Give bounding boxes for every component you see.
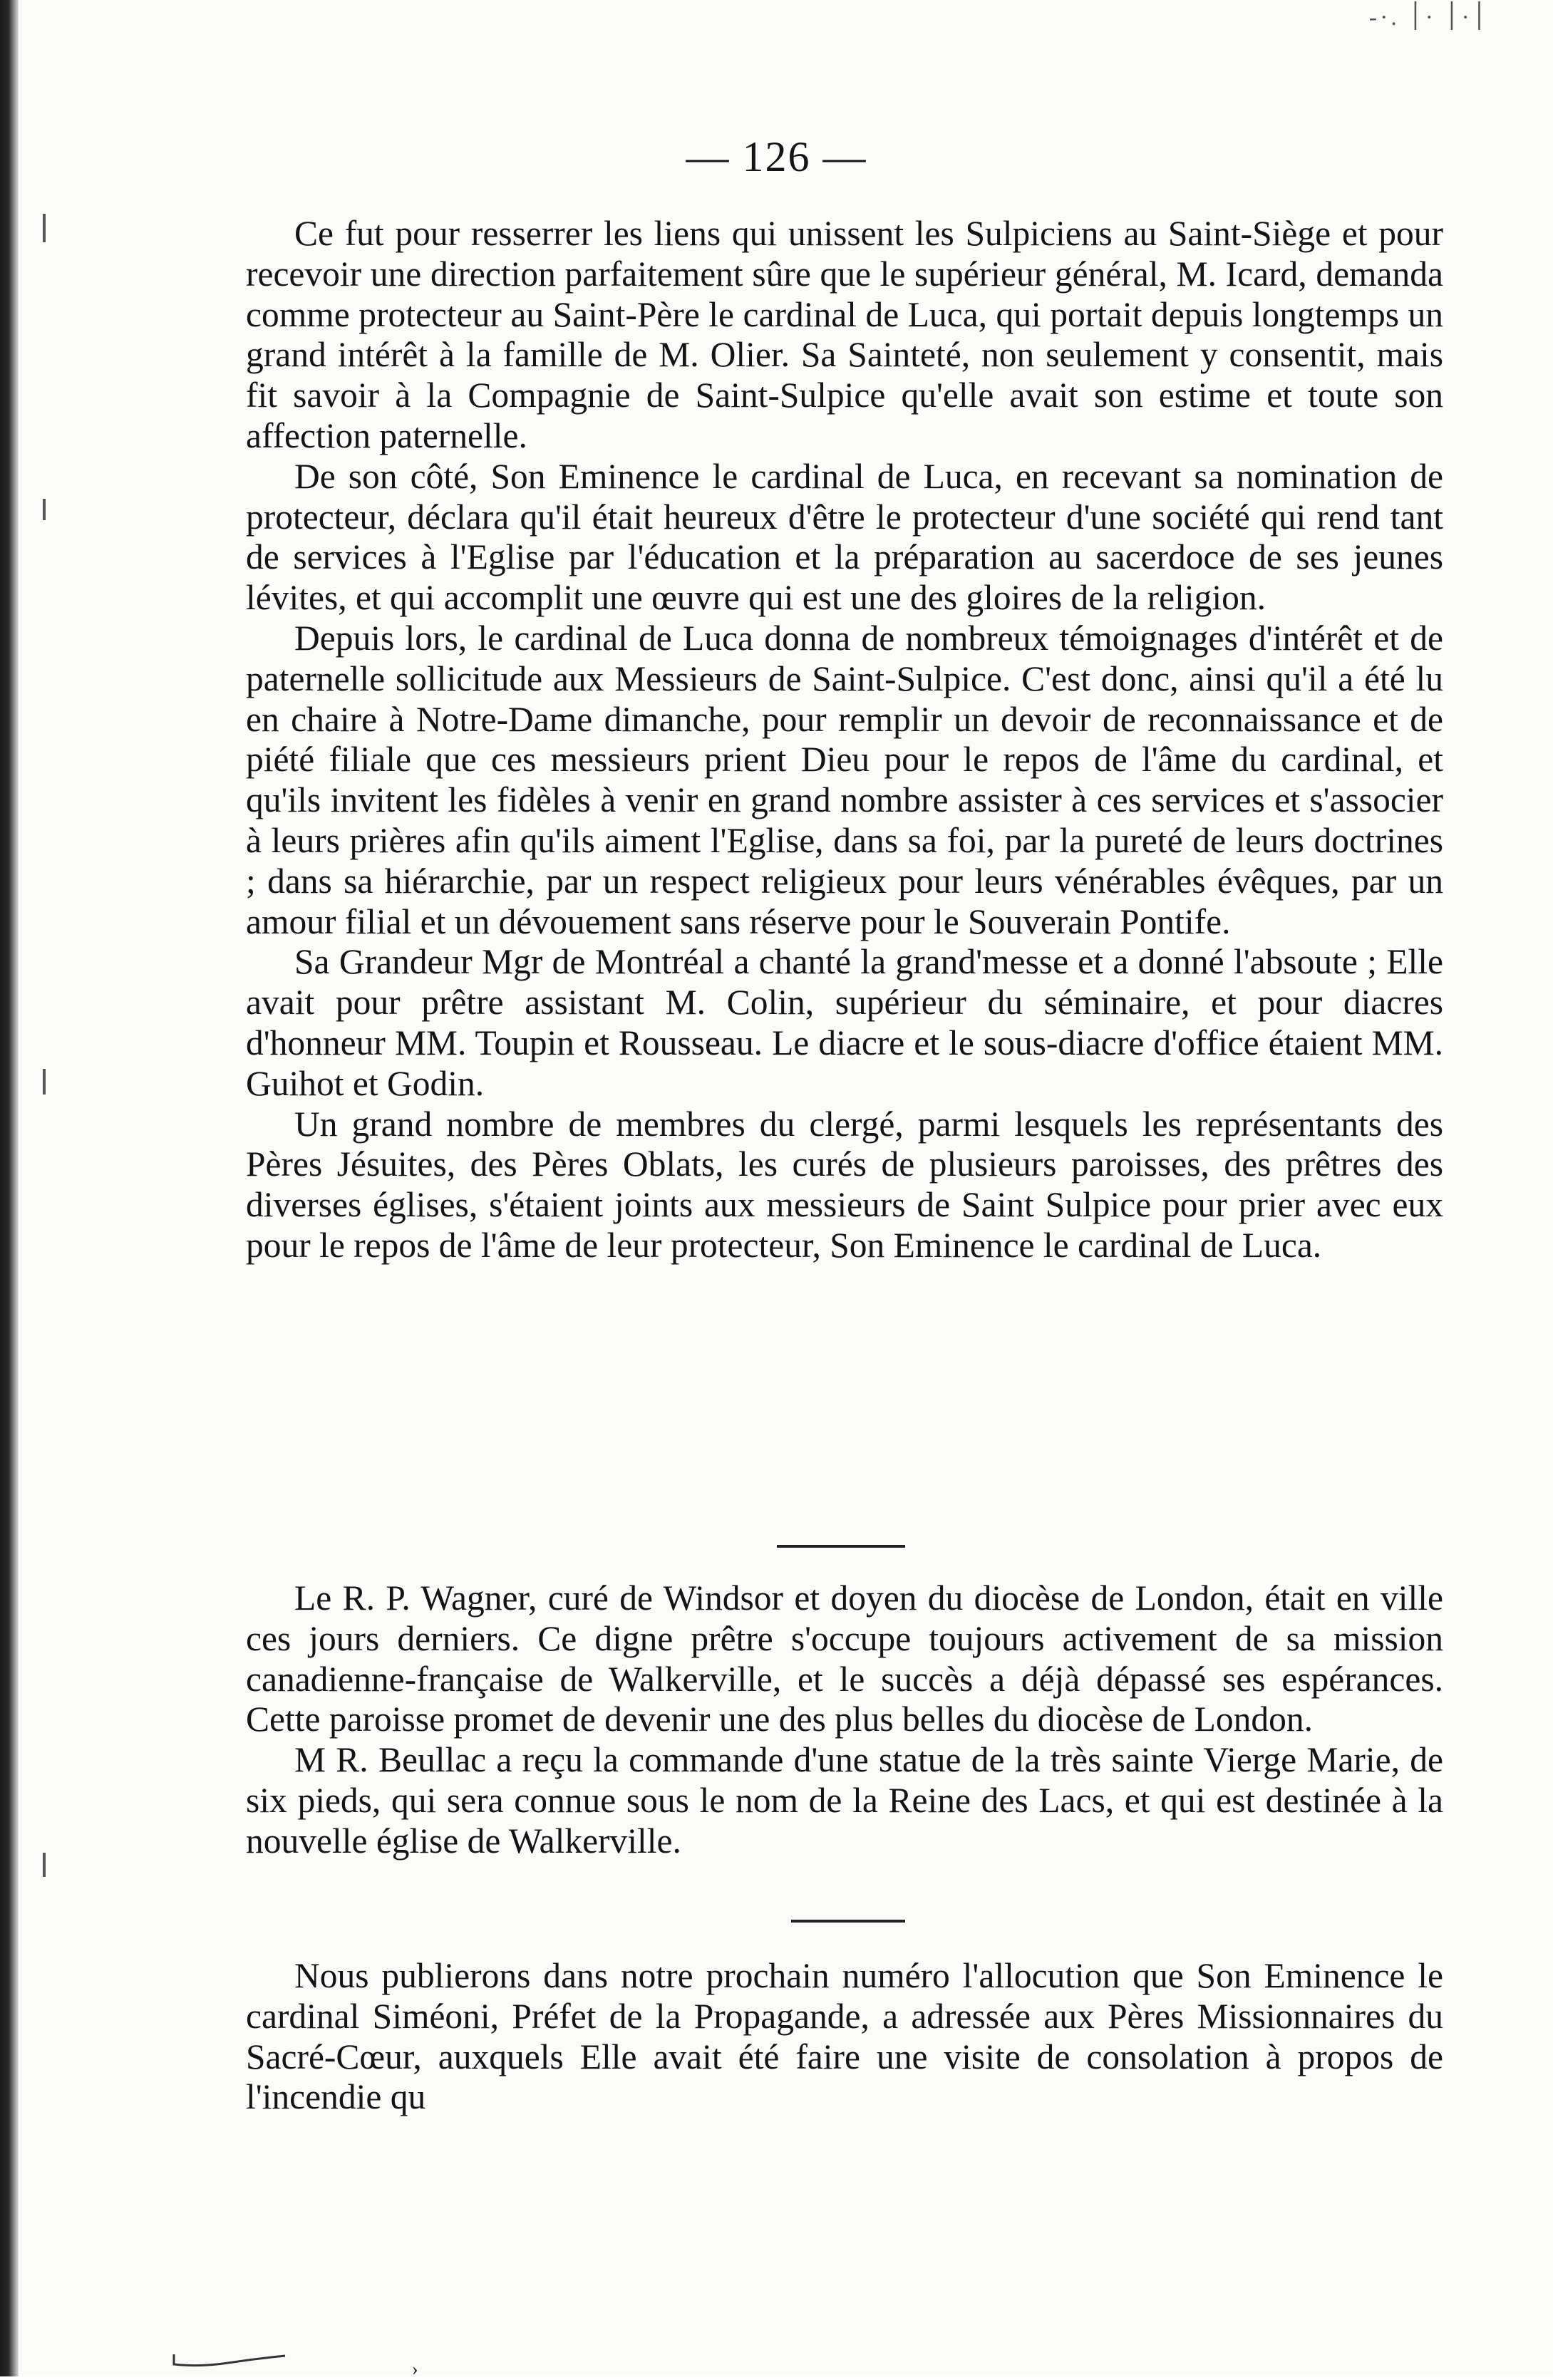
paragraph: M R. Beullac a reçu la commande d'une statue de la très sainte Vierge Marie, de six pieds, qui sera connue sous le nom de la Reine des Lacs, et qui est destinée à la nouvelle église de Walkerville.: [246, 1740, 1443, 1861]
article-allocution-simeoni: [246, 1956, 1443, 2118]
ink-scribble: [171, 2351, 292, 2369]
paragraph: Depuis lors, le cardinal de Luca donna de nombreux témoignages d'intérêt et de paternelle sollicitude aux Messieurs de Saint-Sulpice. C'est donc, ainsi qu'il a été lu en chaire à Notre-Dame dimanche, pour remplir un devoir de reconnaissance et de piété filiale que ces messieurs prient Dieu pour le repos de l'âme du cardinal, et qu'ils invitent les fidèles à venir en grand nombre assister à ces services et s'associer à leurs prières afin qu'ils aiment l'Eglise, dans sa foi, par la pureté de leurs doctrines ; dans sa hiérarchie, par un respect religieux pour leurs vénérables évêques, par un amour filial et un dévouement sans réserve pour le Souverain Pontife.: [246, 618, 1443, 941]
bottom-mark: ›: [412, 2359, 418, 2379]
article-windsor-walkerville: [246, 1578, 1443, 1862]
paragraph: Ce fut pour resserrer les liens qui unissent les Sulpiciens au Saint-Siège et pour recevoir une direction parfaitement sûre que le supérieur général, M. Icard, demanda comme protecteur au Saint-Père le cardinal de Luca, qui portait depuis longtemps un grand intérêt à la famille de M. Olier. Sa Sainteté, non seulement y consentit, mais fit savoir à la Compagnie de Saint-Sulpice qu'elle avait son estime et toute son affection paternelle.: [246, 214, 1443, 455]
section-divider: [777, 1545, 905, 1548]
paragraph: Nous publierons dans notre prochain numéro l'allocution que Son Eminence le cardinal Siméoni, Préfet de la Propagande, a adressée aux Pères Missionnaires du Sacré-Cœur, auxquels Elle avait été faire une visite de consolation à propos de l'incendie qu: [246, 1956, 1443, 2117]
section-divider: [791, 1920, 905, 1923]
paragraph: Sa Grandeur Mgr de Montréal a chanté la grand'messe et a donné l'absoute ; Elle avait pour prêtre assistant M. Colin, supérieur du séminaire, et pour diacres d'honneur MM. Toupin et Rousseau. Le diacre et le sous-diacre d'office étaient MM. Guihot et Godin.: [246, 942, 1443, 1103]
paragraph: De son côté, Son Eminence le cardinal de Luca, en recevant sa nomination de protecteur, déclara qu'il était heureux d'être le protecteur d'une société qui rend tant de services à l'Eglise par l'éducation et la préparation au sacerdoce de ses jeunes lévites, et qui accomplit une œuvre qui est une des gloires de la religion.: [246, 456, 1443, 618]
article-cardinal-de-luca: [246, 214, 1443, 1266]
corner-mark: -·. ׀·׀ ·׀: [1368, 4, 1489, 31]
margin-mark: [43, 1853, 46, 1877]
margin-mark: [43, 499, 46, 520]
paragraph: Le R. P. Wagner, curé de Windsor et doyen du diocèse de London, était en ville ces jours derniers. Ce digne prêtre s'occupe toujours activement de sa mission canadienne-française de Walkerville, et le succès a déjà dépassé ses espérances. Cette paroisse promet de devenir une des plus belles du diocèse de London.: [246, 1578, 1443, 1739]
margin-mark: [43, 1069, 46, 1095]
page-number: — 126 —: [686, 133, 867, 180]
page-binding-edge: [0, 0, 19, 2376]
paragraph: Un grand nombre de membres du clergé, parmi lesquels les représentants des Pères Jésuites, des Pères Oblats, les curés de plusieurs paroisses, des prêtres des diverses églises, s'étaient joints aux messieurs de Saint Sulpice pour prier avec eux pour le repos de l'âme de leur protecteur, Son Eminence le cardinal de Luca.: [246, 1104, 1443, 1265]
margin-mark: [43, 214, 46, 242]
